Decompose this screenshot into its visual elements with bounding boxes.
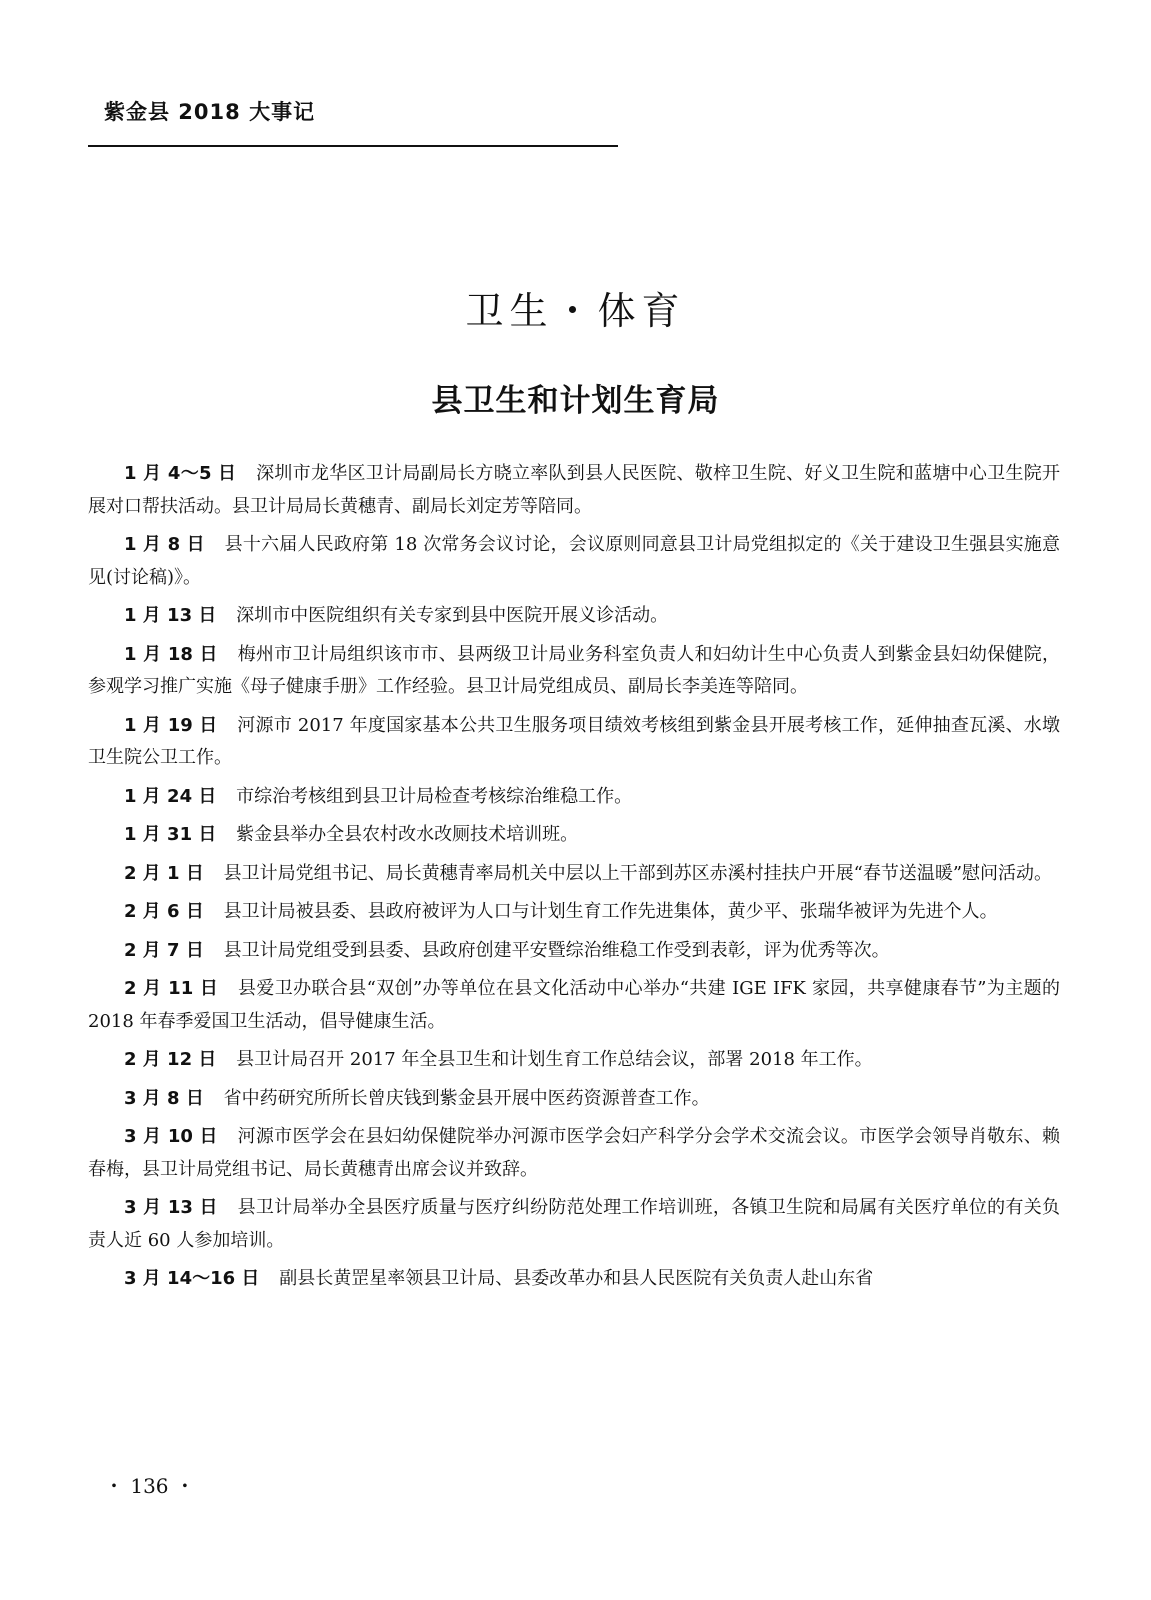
entry-text: 县卫计局被县委、县政府被评为人口与计划生育工作先进集体，黄少平、张瑞华被评为先进个人。 <box>223 901 998 922</box>
entry-date: 3 月 13 日 <box>124 1197 218 1218</box>
header-rule <box>88 145 618 147</box>
entry-date: 1 月 31 日 <box>124 824 217 845</box>
page-number: ・ 136 ・ <box>104 1474 195 1498</box>
entry-date: 2 月 6 日 <box>124 901 204 922</box>
entry <box>88 858 1060 891</box>
entry <box>88 1083 1060 1116</box>
entry <box>88 935 1060 968</box>
entry <box>88 896 1060 929</box>
entry-text: 县卫计局党组书记、局长黄穗青率局机关中层以上干部到苏区赤溪村挂扶户开展“春节送温暖”慰问活动。 <box>223 862 1053 884</box>
entry-date: 1 月 13 日 <box>124 605 217 626</box>
entry-date: 3 月 10 日 <box>124 1126 218 1147</box>
entry <box>88 781 1060 814</box>
entry-text: 县爱卫办联合县“双创”办等单位在县文化活动中心举办“共建 IGE IFK 家园，共享健康春节”为主题的 2018 年春季爱国卫生活动，倡导健康生活。 <box>88 978 1060 1032</box>
entry <box>88 458 1060 523</box>
entry-text: 县卫计局举办全县医疗质量与医疗纠纷防范处理工作培训班，各镇卫生院和局属有关医疗单位的有关负责人近 60 人参加培训。 <box>88 1197 1061 1251</box>
entry-text: 副县长黄罡星率领县卫计局、县委改革办和县人民医院有关负责人赴山东省 <box>279 1268 874 1289</box>
entry-text: 县卫计局召开 2017 年全县卫生和计划生育工作总结会议，部署 2018 年工作。 <box>236 1049 873 1070</box>
department-title: 县卫生和计划生育局 <box>431 383 720 419</box>
entry-text: 市综治考核组到县卫计局检查考核综治维稳工作。 <box>236 785 633 807</box>
entry <box>88 1263 1060 1296</box>
entry-date: 1 月 19 日 <box>124 714 218 736</box>
entry-text: 紫金县举办全县农村改水改厕技术培训班。 <box>236 824 579 845</box>
entry-date: 1 月 18 日 <box>124 643 218 665</box>
entry <box>88 819 1060 852</box>
entry-date: 2 月 11 日 <box>124 978 219 999</box>
entry <box>88 529 1060 594</box>
entry-date: 1 月 4～5 日 <box>124 463 237 484</box>
entry-text: 河源市 2017 年度国家基本公共卫生服务项目绩效考核组到紫金县开展考核工作，延伸抽查瓦溪、水墩卫生院公卫工作。 <box>88 714 1061 768</box>
entry-date: 3 月 14～16 日 <box>124 1268 260 1289</box>
entry-date: 1 月 24 日 <box>124 785 217 807</box>
entry-date: 2 月 1 日 <box>124 862 204 884</box>
running-head: 紫金县 2018 大事记 <box>104 100 316 124</box>
entry-date: 1 月 8 日 <box>124 534 205 555</box>
entry <box>88 973 1060 1038</box>
entry-text: 县十六届人民政府第 18 次常务会议讨论，会议原则同意县卫计局党组拟定的《关于建设卫生强县实施意见(讨论稿)》。 <box>88 534 1060 588</box>
entry <box>88 600 1060 633</box>
entry-text: 河源市医学会在县妇幼保健院举办河源市医学会妇产科学分会学术交流会议。市医学会领导肖敬东、赖春梅，县卫计局党组书记、局长黄穗青出席会议并致辞。 <box>88 1126 1061 1180</box>
entry-text: 深圳市中医院组织有关专家到县中医院开展义诊活动。 <box>236 605 669 626</box>
entry <box>88 1192 1060 1257</box>
entry-date: 3 月 8 日 <box>124 1087 204 1109</box>
entry-text: 县卫计局党组受到县委、县政府创建平安暨综治维稳工作受到表彰，评为优秀等次。 <box>223 939 890 961</box>
entry <box>88 1044 1060 1077</box>
entries-list <box>88 458 1060 1302</box>
section-title: 卫生・体育 <box>465 289 686 333</box>
entry <box>88 639 1060 704</box>
entry-text: 梅州市卫计局组织该市市、县两级卫计局业务科室负责人和妇幼计生中心负责人到紫金县妇幼保健院，参观学习推广实施《母子健康手册》工作经验。县卫计局党组成员、副局长李美连等陪同。 <box>88 643 1061 697</box>
entry-date: 2 月 7 日 <box>124 939 204 961</box>
entry <box>88 1121 1060 1186</box>
entry-text: 深圳市龙华区卫计局副局长方晓立率队到县人民医院、敬梓卫生院、好义卫生院和蓝塘中心卫生院开展对口帮扶活动。县卫计局局长黄穗青、副局长刘定芳等陪同。 <box>88 463 1060 517</box>
entry <box>88 710 1060 775</box>
entry-text: 省中药研究所所长曾庆钱到紫金县开展中医药资源普查工作。 <box>223 1087 710 1109</box>
entry-date: 2 月 12 日 <box>124 1049 217 1070</box>
